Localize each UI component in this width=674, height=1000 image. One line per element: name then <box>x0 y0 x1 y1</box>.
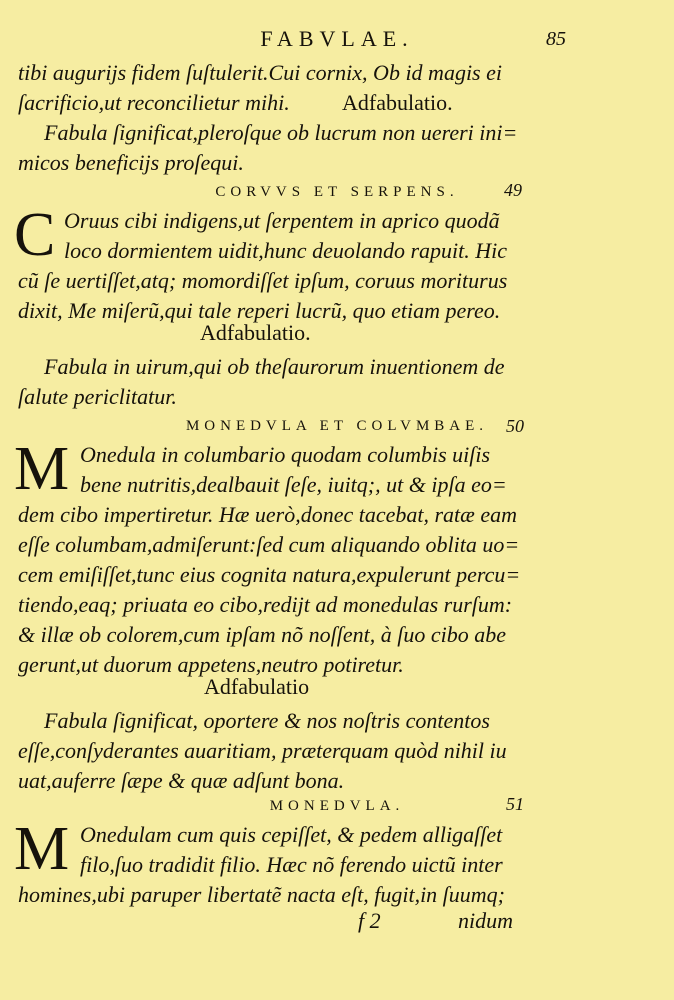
text-line: loco dormientem uidit,hunc deuolando rapuit. Hic <box>64 238 507 263</box>
moral-line: Fabula ſignificat, oportere & nos noſtris contentos <box>44 708 490 733</box>
text-line: cem emiſiſſet,tunc eius cognita natura,expulerunt percu= <box>18 562 521 587</box>
fable-number: 51 <box>506 794 524 814</box>
signature-mark: f 2 <box>358 908 381 933</box>
adfabulatio-label: Adfabulatio <box>204 674 310 699</box>
moral-line: Fabula in uirum,qui ob theſaurorum inuentionem de <box>44 354 505 379</box>
text-line: ſacrificio,ut reconcilietur mihi. <box>18 90 290 115</box>
fable-title: CORVVS ET SERPENS. <box>215 184 459 200</box>
text-line: tibi augurijs fidem ſuſtulerit.Cui cornix, Ob id magis ei <box>18 60 502 85</box>
text-line: Onedulam cum quis cepiſſet, & pedem alligaſſet <box>80 822 503 847</box>
text-line: tiendo,eaq; priuata eo cibo,redijt ad monedulas rurſum: <box>18 592 513 617</box>
moral-line: Fabula ſignificat,pleroſque ob lucrum non uereri ini= <box>44 120 518 145</box>
fable-number: 50 <box>506 416 524 436</box>
moral-line: eſſe,conſyderantes auaritiam, præterquam quòd nihil iu <box>18 738 507 763</box>
text-line: filo,ſuo tradidit filio. Hæc nõ ferendo uictũ inter <box>80 852 503 877</box>
page-number: 85 <box>546 28 566 50</box>
catchword: nidum <box>458 908 513 933</box>
text-line: eſſe columbam,admiſerunt:ſed cum aliquando oblita uo= <box>18 532 520 557</box>
text-line: dem cibo impertiretur. Hæ uerò,donec tacebat, ratæ eam <box>18 502 517 527</box>
moral-line: uat,auferre ſæpe & quæ adſunt bona. <box>18 768 345 793</box>
fable-title: MONEDVLA ET COLVMBAE. <box>185 418 489 434</box>
text-line: gerunt,ut duorum appetens,neutro potiretur. <box>18 652 404 677</box>
fable-number: 49 <box>504 180 522 200</box>
moral-line: ſalute periclitatur. <box>18 384 177 409</box>
text-line: homines,ubi paruper libertatẽ nacta eſt, fugit,in ſuumq; <box>18 882 506 907</box>
drop-initial: M <box>14 435 70 503</box>
text-line: Onedula in columbario quodam columbis uiſis <box>80 442 491 467</box>
text-line: Oruus cibi indigens,ut ſerpentem in aprico quodã <box>64 208 500 233</box>
running-title: FABVLAE. <box>260 26 414 51</box>
adfabulatio-label: Adfabulatio. <box>342 90 453 115</box>
drop-initial: C <box>14 201 56 269</box>
adfabulatio-label: Adfabulatio. <box>200 320 311 345</box>
text-line: dixit, Me miſerũ,qui tale reperi lucrũ, quo etiam pereo. <box>18 298 501 323</box>
text-line: & illæ ob colorem,cum ipſam nõ noſſent, à ſuo cibo abe <box>18 622 507 647</box>
text-line: bene nutritis,dealbauit ſeſe, iuitq;, ut & ipſa eo= <box>80 472 507 497</box>
fable-title: MONEDVLA. <box>269 798 405 814</box>
text-line: cũ ſe uertiſſet,atq; momordiſſet ipſum, coruus moriturus <box>18 268 508 293</box>
moral-line: micos beneficijs proſequi. <box>18 150 244 175</box>
drop-initial: M <box>14 815 70 883</box>
